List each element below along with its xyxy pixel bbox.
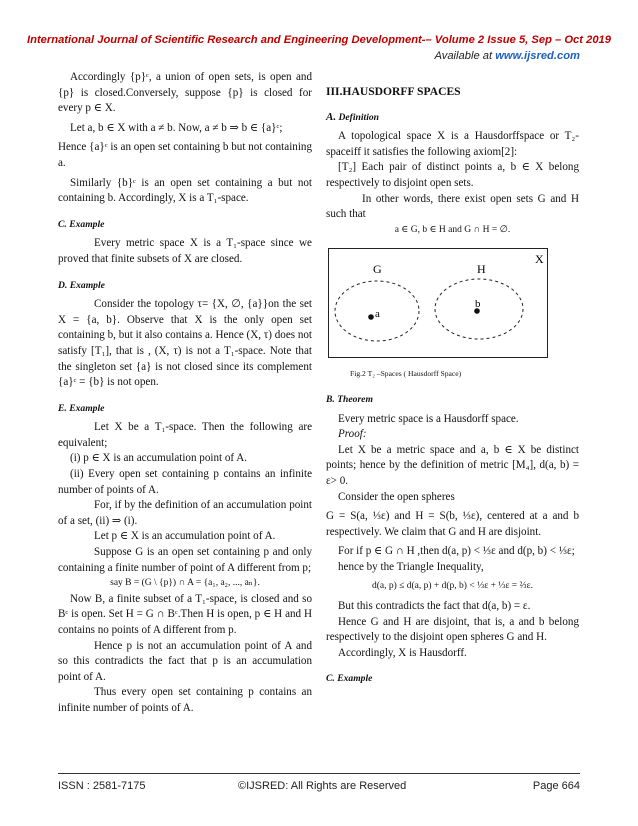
journal-header: International Journal of Scientific Research and Engineering Development-– Volume 2 Issue 5, Sep – Oct 2019	[27, 34, 611, 46]
proof-label: Proof:	[338, 428, 367, 441]
paragraph: Now B, a finite subset of a T₁-space, is closed and so Bᶜ is open. Set H = G ∩ Bᶜ.Then H is open, p ∈ H and H contains no points of A different from p.	[58, 592, 312, 636]
equation: d(a, p) ≤ d(a, p) + d(p, b) < ⅓ε + ⅓ε = ⅔ε.	[371, 581, 534, 592]
paragraph: Every metric space is a Hausdorff space.	[338, 412, 519, 425]
paragraph: Hence G and H are disjoint, that is, a and b belong respectively to the disjoint open spheres G and H.	[326, 615, 579, 644]
section-heading-c-example: C. Example	[58, 218, 105, 230]
footer-page-number: Page 664	[532, 780, 580, 792]
list-item: (i) p ∈ X is an accumulation point of A.	[70, 452, 248, 465]
paragraph: Suppose G is an open set containing p and only containing a finite number of point of A different from p;	[58, 546, 312, 574]
equation: say B = (G \ {p}) ∩ A = {a₁, a₂, ..., aₙ}.	[110, 578, 260, 589]
label-a: a	[375, 308, 380, 321]
journal-url-link[interactable]: www.ijsred.com	[495, 50, 580, 62]
paragraph: Accordingly, X is Hausdorff.	[338, 646, 467, 659]
section-heading-b-theorem: B. Theorem	[326, 393, 373, 405]
available-label: Available at	[434, 50, 496, 62]
paragraph: hence by the Triangle Inequality,	[338, 560, 484, 573]
paragraph: Similarly {b}ᶜ is an open set containing a but not containing b. Accordingly, X is a T₁-space.	[58, 176, 312, 205]
list-item: (ii) Every open set containing p contains an infinite number of points of A.	[58, 468, 312, 496]
label-x: X	[535, 252, 544, 267]
left-column	[58, 70, 312, 717]
hausdorff-figure	[328, 248, 548, 358]
availability-line	[434, 50, 580, 62]
label-h: H	[477, 262, 486, 277]
right-column	[326, 70, 579, 691]
paragraph: Let X be a T₁-space. Then the following are equivalent;	[58, 421, 312, 449]
label-b: b	[475, 298, 481, 311]
paragraph: A topological space X is a Hausdorffspace or T₂-spaceiff it satisfies the following axiom[2]:	[326, 130, 579, 158]
paragraph: Thus every open set containing p contains an infinite number of points of A.	[58, 686, 312, 714]
paragraph: Accordingly {p}ᶜ, a union of open sets, is open and {p} is closed.Conversely, suppose {p} is closed for every p ∈ X.	[58, 71, 312, 115]
figure-caption: Fig.2 T₂ –Spaces ( Hausdorff Space)	[350, 369, 462, 379]
paragraph: Let p ∈ X is an accumulation point of A.	[94, 530, 276, 543]
paragraph: In other words, there exist open sets G and H such that	[326, 192, 579, 221]
paragraph: Every metric space X is a T₁-space since we proved that finite subsets of X are closed.	[58, 237, 312, 265]
paragraph: For, if by the definition of an accumulation point of a set, (ii) ⇒ (i).	[58, 499, 312, 527]
section-heading-e-example: E. Example	[58, 402, 105, 414]
heading-letter: A.	[326, 110, 337, 123]
heading-text: Definition	[338, 111, 380, 123]
paragraph: For if p ∈ G ∩ H ,then d(a, p) < ⅓ε and d(p, b) < ⅓ε;	[338, 545, 575, 558]
footer-divider	[58, 773, 580, 774]
paragraph: Consider the topology τ= {X, ∅, {a}}on the set X = {a, b}. Observe that X is the only open set containing b, but it also contains a. Hence (X, τ) does not satisfy [T₁], that is , (X, τ) is not a T₁-space. Note that the singleton set {a} is not closed since its complement {a}ᶜ = {b} is not open.	[58, 298, 313, 389]
paragraph: G = S(a, ⅓ε) and H = S(b, ⅓ε), centered at a and b respectively. We claim that G and H are disjoint.	[326, 510, 579, 538]
section-heading-definition	[326, 110, 579, 126]
section-heading-c-example-right: C. Example	[326, 673, 373, 685]
section-heading-hausdorff: III.HAUSDORFF SPACES	[326, 85, 461, 98]
paragraph: Let X be a metric space and a, b ∈ X be distinct points; hence by the definition of metric [M₄], d(a, b) = ε> 0.	[326, 443, 579, 487]
footer-copyright: ©IJSRED: All Rights are Reserved	[238, 780, 407, 792]
paragraph: But this contradicts the fact that d(a, b) = ε.	[338, 600, 531, 613]
section-heading-d-example: D. Example	[58, 279, 105, 291]
hausdorff-diagram	[329, 249, 547, 357]
point-a-dot	[368, 315, 374, 321]
paragraph: Consider the open spheres	[338, 490, 455, 503]
paragraph: Let a, b ∈ X with a ≠ b. Now, a ≠ b ⇒ b ∈ {a}ᶜ;	[70, 121, 283, 134]
footer-issn: ISSN : 2581-7175	[58, 780, 146, 792]
paragraph: Hence p is not an accumulation point of A and so this contradicts the fact that p is an accumulation point of A.	[58, 639, 312, 683]
paragraph: [T₂] Each pair of distinct points a, b ∈ X belong respectively to disjoint open sets.	[326, 161, 579, 189]
equation: a ∈ G, b ∈ H and G ∩ H = ∅.	[394, 224, 511, 235]
label-g: G	[373, 262, 382, 277]
paragraph: Hence {a}ᶜ is an open set containing b but not containing a.	[58, 141, 312, 169]
